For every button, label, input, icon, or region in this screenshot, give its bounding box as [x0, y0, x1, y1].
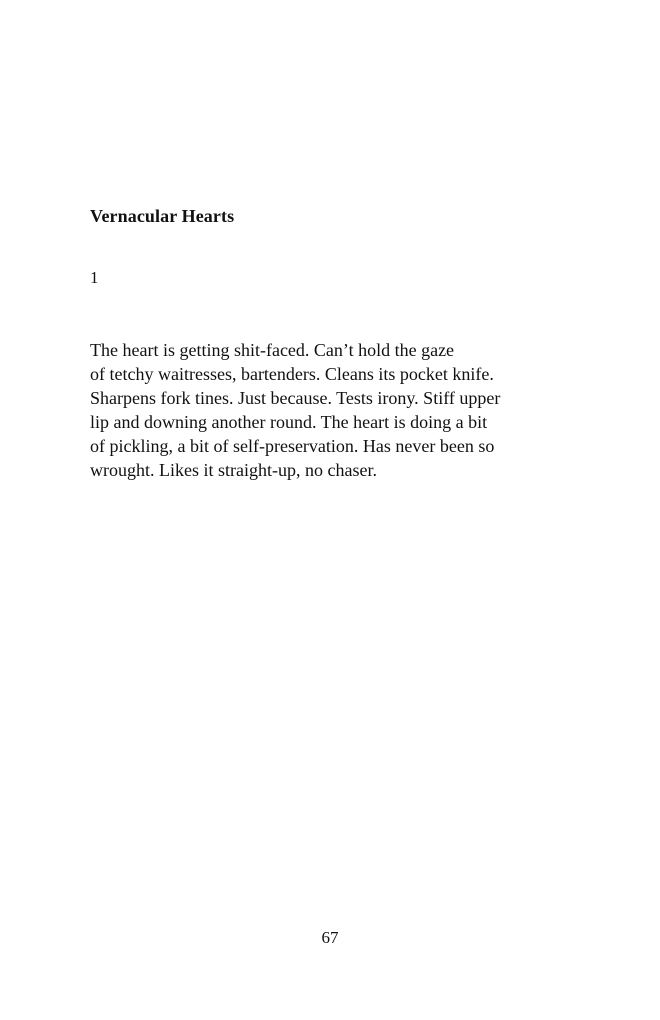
poem-line: wrought. Likes it straight-up, no chaser. — [90, 460, 377, 480]
poem-line: of tetchy waitresses, bartenders. Cleans its pocket knife. — [90, 364, 494, 384]
page-number: 67 — [321, 928, 339, 947]
section-number: 1 — [90, 268, 99, 287]
poem-line: of pickling, a bit of self-preservation. Has never been so — [90, 436, 495, 456]
poem-body — [90, 338, 560, 482]
poem-line: Sharpens fork tines. Just because. Tests irony. Stiff upper — [90, 388, 501, 408]
poem-line: The heart is getting shit-faced. Can’t hold the gaze — [90, 340, 455, 360]
poem-title: Vernacular Hearts — [90, 206, 235, 226]
poem-line: lip and downing another round. The heart is doing a bit — [90, 412, 488, 432]
